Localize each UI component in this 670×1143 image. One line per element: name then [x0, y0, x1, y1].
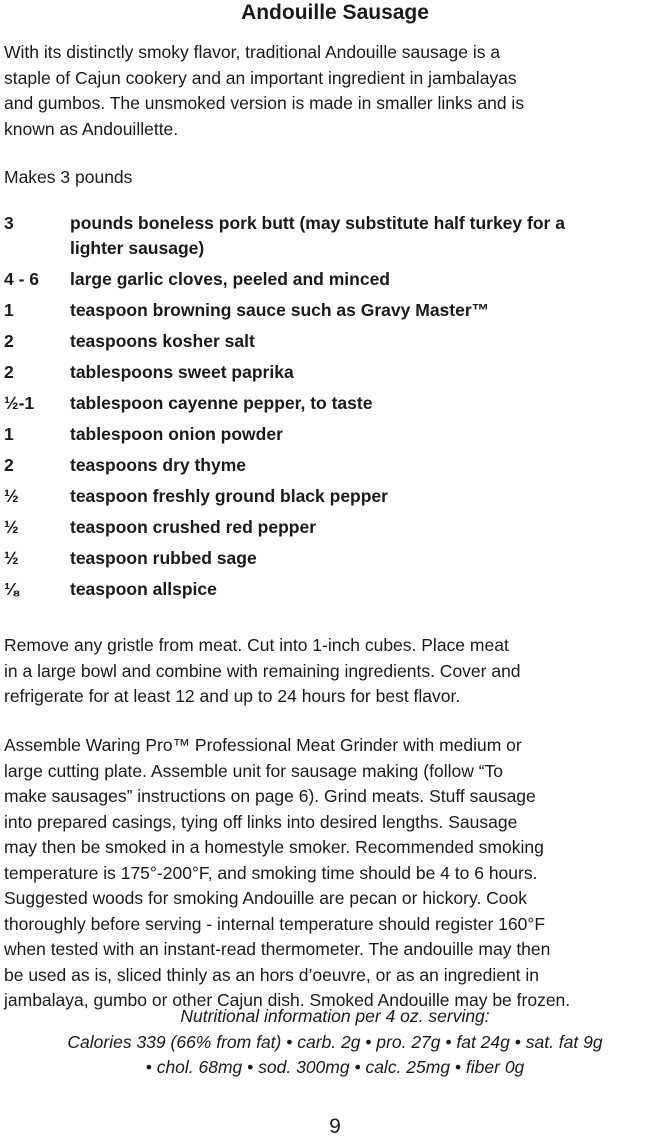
- step-line: Assemble Waring Pro™ Professional Meat Grinder with medium or: [4, 735, 522, 755]
- ingredient-desc: [70, 546, 668, 571]
- ingredient-row: [4, 546, 668, 571]
- ingredient-qty: 1: [4, 300, 14, 320]
- ingredient-row: [4, 267, 668, 292]
- step-line: be used as is, sliced thinly as an hors d’oeuvre, or as an ingredient in: [4, 964, 540, 985]
- ingredient-desc-line: teaspoons dry thyme: [70, 455, 247, 475]
- ingredient-desc-line: large garlic cloves, peeled and minced: [70, 269, 390, 289]
- method-step-1: [4, 633, 668, 710]
- step-line: thoroughly before serving - internal temperature should register 160°F: [4, 913, 546, 934]
- step-line: into prepared casings, tying off links into desired lengths. Sausage: [4, 811, 518, 832]
- ingredient-qty: 2: [4, 331, 14, 351]
- ingredient-row: [4, 329, 668, 354]
- ingredient-desc: [70, 211, 668, 261]
- step-line: make sausages” instructions on page 6). Grind meats. Stuff sausage: [4, 786, 536, 806]
- step-line: in a large bowl and combine with remaining ingredients. Cover and: [4, 660, 521, 681]
- ingredient-row: [4, 577, 668, 602]
- ingredient-desc-line: tablespoon cayenne pepper, to taste: [70, 393, 373, 413]
- nutrition-line: Nutritional information per 4 oz. serving:: [180, 1006, 490, 1026]
- ingredient-desc-line: teaspoons kosher salt: [70, 331, 255, 351]
- yield-text: Makes 3 pounds: [4, 167, 133, 187]
- ingredient-desc-line: lighter sausage): [70, 238, 205, 258]
- ingredient-row: [4, 298, 668, 323]
- intro-line: and gumbos. The unsmoked version is made in smaller links and is: [4, 93, 525, 113]
- ingredient-desc: [70, 577, 668, 602]
- ingredient-list: [4, 211, 668, 608]
- ingredient-desc: [70, 391, 668, 416]
- ingredient-desc-line: tablespoon onion powder: [70, 424, 283, 444]
- ingredient-desc: [70, 422, 668, 447]
- ingredient-desc: [70, 329, 668, 354]
- ingredient-row: [4, 391, 668, 416]
- step-line: refrigerate for at least 12 and up to 24 hours for best flavor.: [4, 686, 461, 706]
- intro-paragraph: [4, 40, 668, 142]
- intro-line: staple of Cajun cookery and an important ingredient in jambalayas: [4, 67, 517, 88]
- ingredient-desc: [70, 360, 668, 385]
- ingredient-desc: [70, 484, 668, 509]
- step-line: when tested with an instant-read thermometer. The andouille may then: [4, 939, 551, 959]
- recipe-title: Andouille Sausage: [241, 1, 429, 24]
- ingredient-row: [4, 453, 668, 478]
- method-step-2: [4, 733, 668, 1014]
- ingredient-qty: 1: [4, 424, 14, 444]
- step-line: large cutting plate. Assemble unit for sausage making (follow “To: [4, 760, 504, 781]
- ingredient-desc-line: pounds boneless pork butt (may substitute half turkey for a: [70, 213, 565, 233]
- ingredient-qty: 2: [4, 455, 14, 475]
- ingredient-desc: [70, 298, 668, 323]
- ingredient-desc-line: tablespoons sweet paprika: [70, 362, 294, 382]
- ingredient-desc-line: teaspoon freshly ground black pepper: [70, 486, 388, 506]
- intro-line: With its distinctly smoky flavor, traditional Andouille sausage is a: [4, 42, 501, 62]
- ingredient-desc: [70, 515, 668, 540]
- ingredient-row: [4, 515, 668, 540]
- step-line: may then be smoked in a homestyle smoker. Recommended smoking: [4, 837, 544, 857]
- ingredient-desc-line: teaspoon allspice: [70, 579, 217, 599]
- ingredient-qty: 2: [4, 362, 14, 382]
- ingredient-desc-line: teaspoon crushed red pepper: [70, 517, 317, 537]
- ingredient-qty: ½: [4, 486, 19, 506]
- ingredient-qty: 4 - 6: [4, 269, 40, 289]
- ingredient-qty: ⅛: [4, 579, 19, 599]
- ingredient-row: [4, 484, 668, 509]
- step-line: temperature is 175°-200°F, and smoking time should be 4 to 6 hours.: [4, 862, 538, 883]
- nutrition-line: Calories 339 (66% from fat) • carb. 2g • pro. 27g • fat 24g • sat. fat 9g: [67, 1031, 603, 1052]
- step-line: Remove any gristle from meat. Cut into 1-inch cubes. Place meat: [4, 635, 509, 655]
- ingredient-row: [4, 422, 668, 447]
- ingredient-row: [4, 211, 668, 261]
- step-line: Suggested woods for smoking Andouille are pecan or hickory. Cook: [4, 888, 528, 908]
- step-line: jambalaya, gumbo or other Cajun dish. Smoked Andouille may be frozen.: [4, 990, 571, 1010]
- ingredient-row: [4, 360, 668, 385]
- ingredient-qty: ½-1: [4, 393, 35, 413]
- nutrition-info: [0, 1004, 670, 1081]
- nutrition-line: • chol. 68mg • sod. 300mg • calc. 25mg • fiber 0g: [145, 1057, 525, 1077]
- ingredient-desc-line: teaspoon browning sauce such as Gravy Master™: [70, 300, 490, 320]
- ingredient-qty: ½: [4, 517, 19, 537]
- intro-line: known as Andouillette.: [4, 118, 179, 139]
- ingredient-qty: ½: [4, 548, 19, 568]
- page-number: 9: [329, 1115, 341, 1138]
- ingredient-desc: [70, 267, 668, 292]
- ingredient-qty: 3: [4, 213, 14, 233]
- ingredient-desc: [70, 453, 668, 478]
- ingredient-desc-line: teaspoon rubbed sage: [70, 548, 257, 568]
